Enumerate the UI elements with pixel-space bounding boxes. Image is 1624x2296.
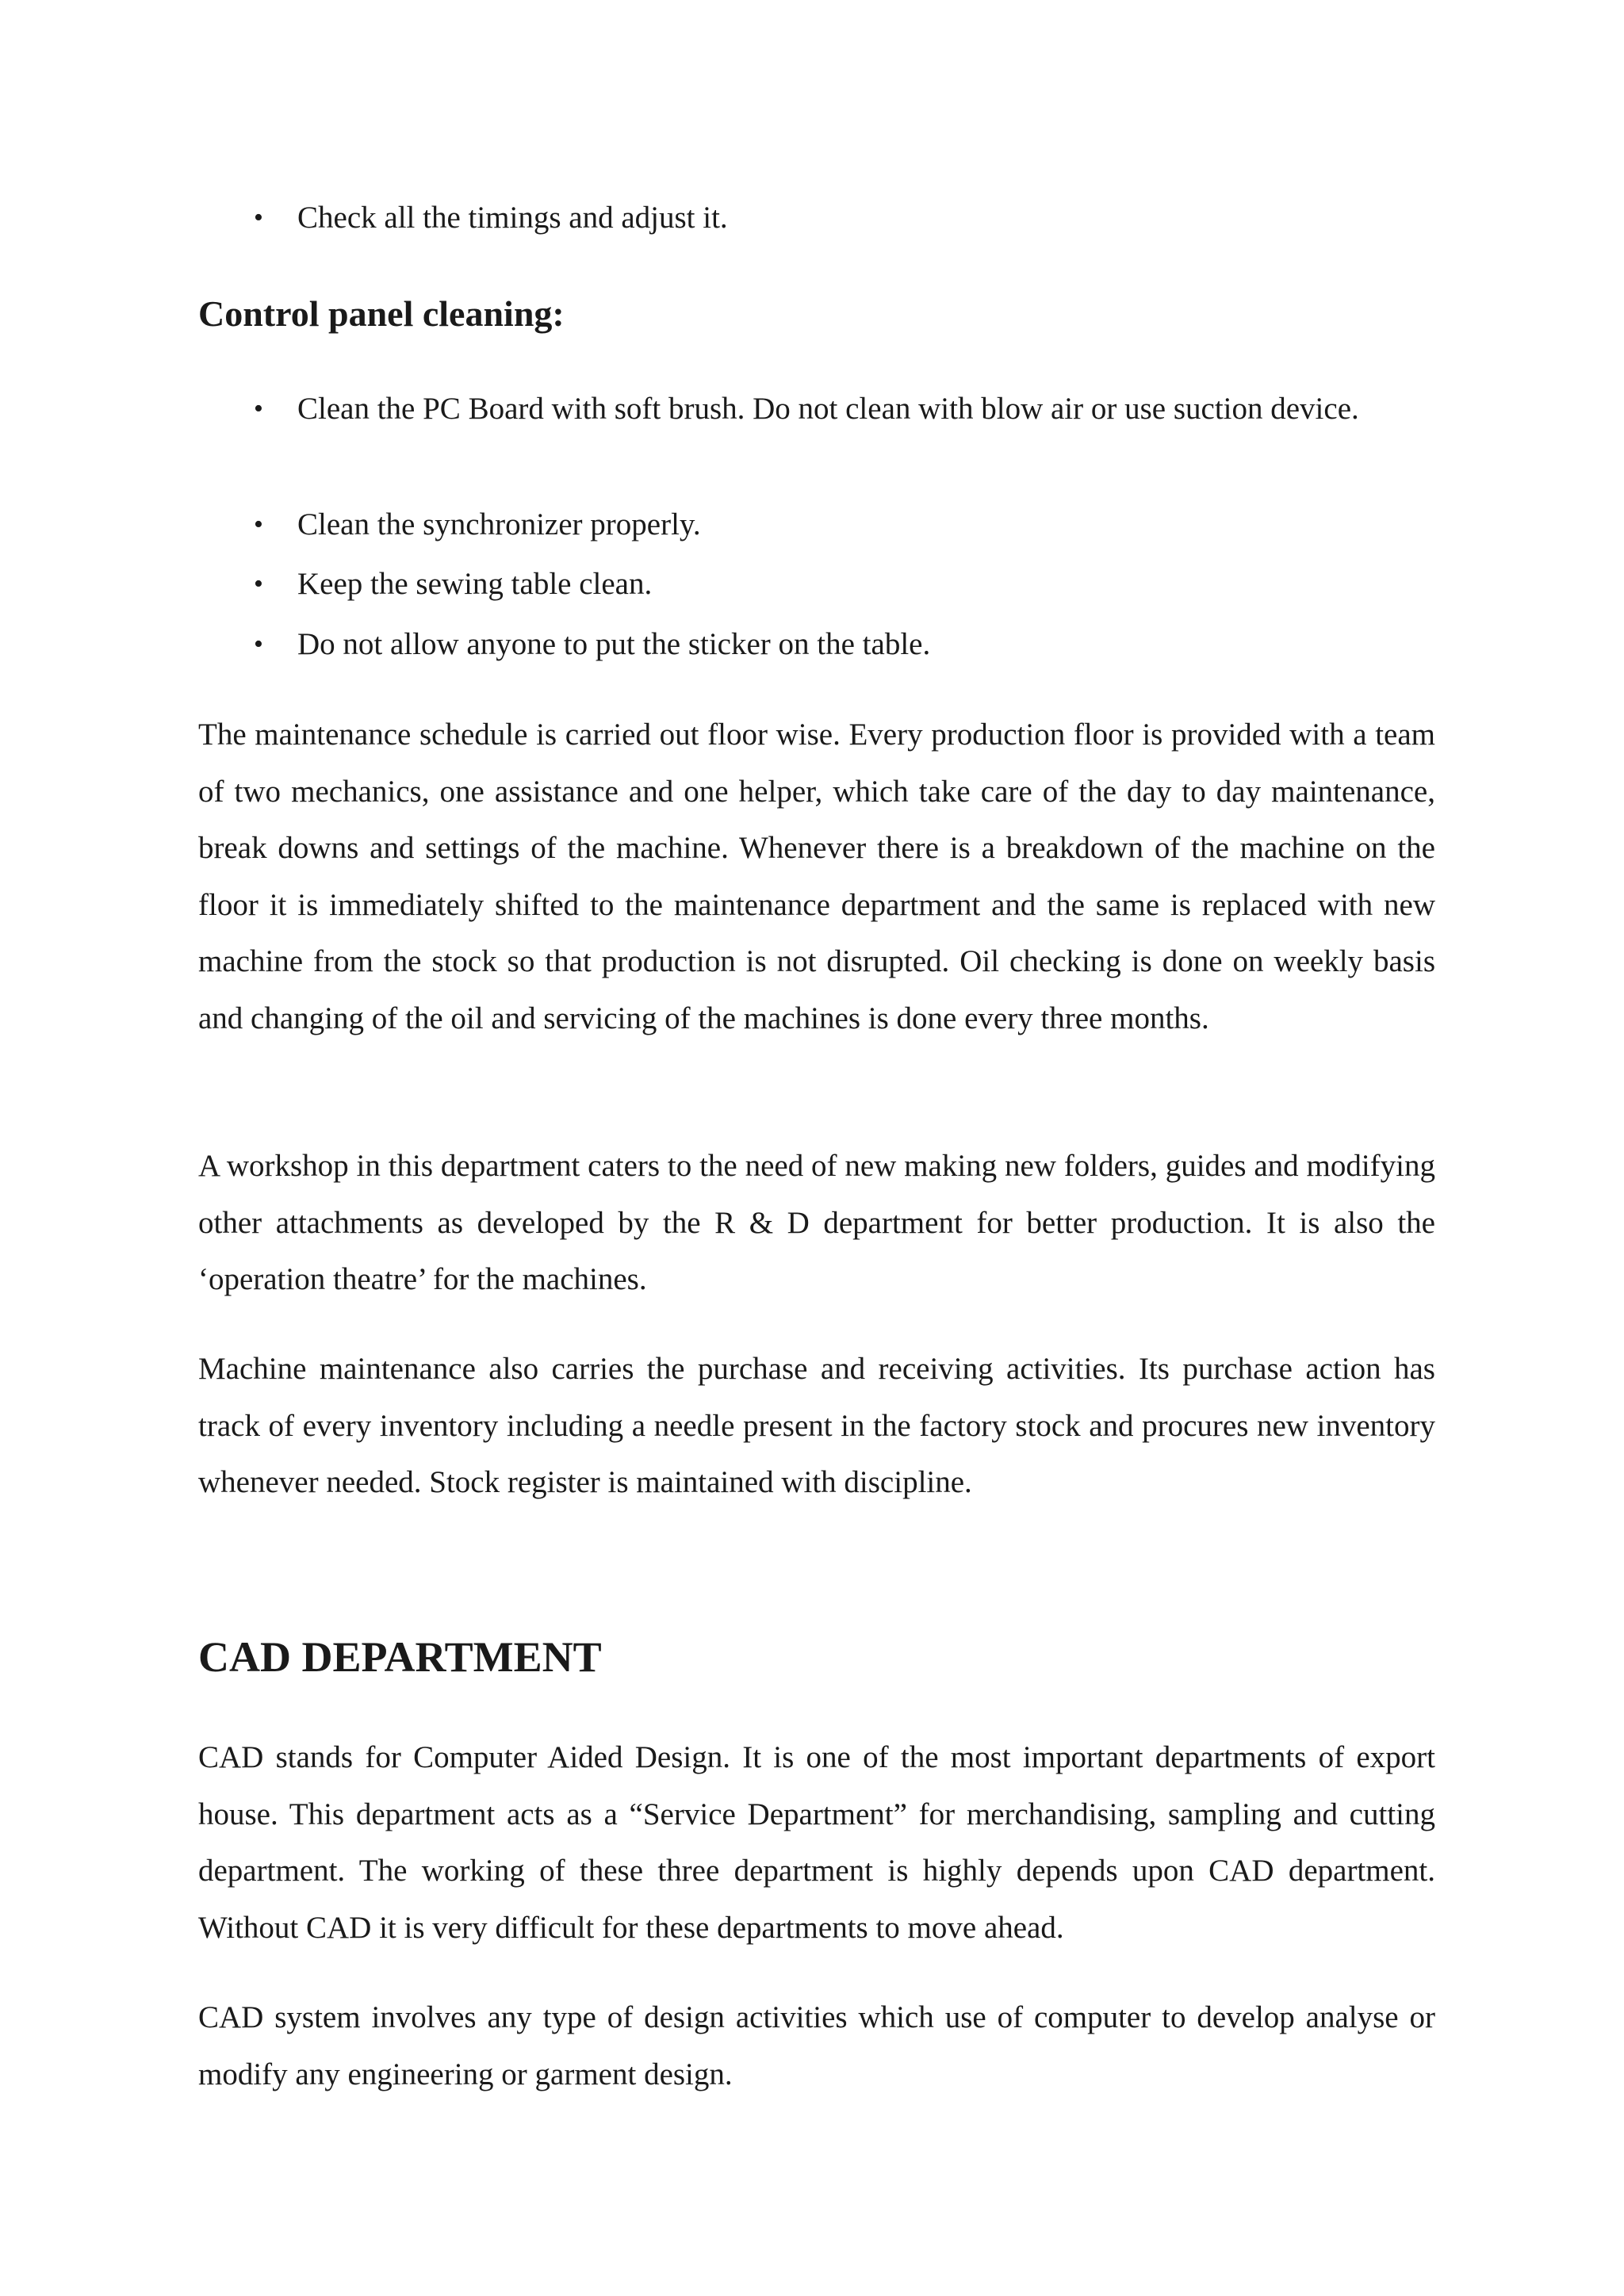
bullet-text: Keep the sewing table clean. — [297, 567, 653, 601]
bullet-icon: • — [254, 629, 263, 659]
bullet-icon: • — [254, 203, 263, 232]
section-heading-cad: CAD DEPARTMENT — [198, 1633, 602, 1681]
paragraph-cad-system: CAD system involves any type of design activities which use of computer to develop analyse or modify any engineering or garment design. — [198, 2000, 1435, 2091]
paragraph-workshop: A workshop in this department caters to the need of new making new folders, guides and modifying other attachments as developed by the R & D department for better production. It is also the ‘operation theatre’ for the machines. — [198, 1149, 1435, 1296]
paragraph-cad-intro: CAD stands for Computer Aided Design. It is one of the most important departments of export house. This department acts as a “Service Department” for merchandising, sampling and cutting department. The working of these three department is highly depends upon CAD department. Without CAD it is very difficult for these departments to move ahead. — [198, 1740, 1435, 1945]
bullet-text: Clean the synchronizer properly. — [297, 507, 701, 541]
paragraph-purchase: Machine maintenance also carries the purchase and receiving activities. Its purchase action has track of every inventory including a needle present in the factory stock and procures new inventory whenever needed. Stock register is maintained with discipline. — [198, 1352, 1435, 1499]
bullet-icon: • — [254, 569, 263, 599]
bullet-icon: • — [254, 510, 263, 539]
section-heading-control-panel: Control panel cleaning: — [198, 293, 565, 334]
bullet-text: Check all the timings and adjust it. — [297, 201, 728, 235]
bullet-icon: • — [254, 394, 263, 423]
paragraph-maintenance-schedule: The maintenance schedule is carried out floor wise. Every production floor is provided with a team of two mechanics, one assistance and one helper, which take care of the day to day maintenance, break downs and settings of the machine. Whenever there is a breakdown of the machine on the floor it is immediately shifted to the maintenance department and the same is replaced with new machine from the stock so that production is not disrupted. Oil checking is done on weekly basis and changing of the oil and servicing of the machines is done every three months. — [198, 718, 1435, 1035]
bullet-text: Clean the PC Board with soft brush. Do not clean with blow air or use suction device. — [297, 392, 1359, 426]
bullet-text: Do not allow anyone to put the sticker on the table. — [297, 627, 931, 661]
